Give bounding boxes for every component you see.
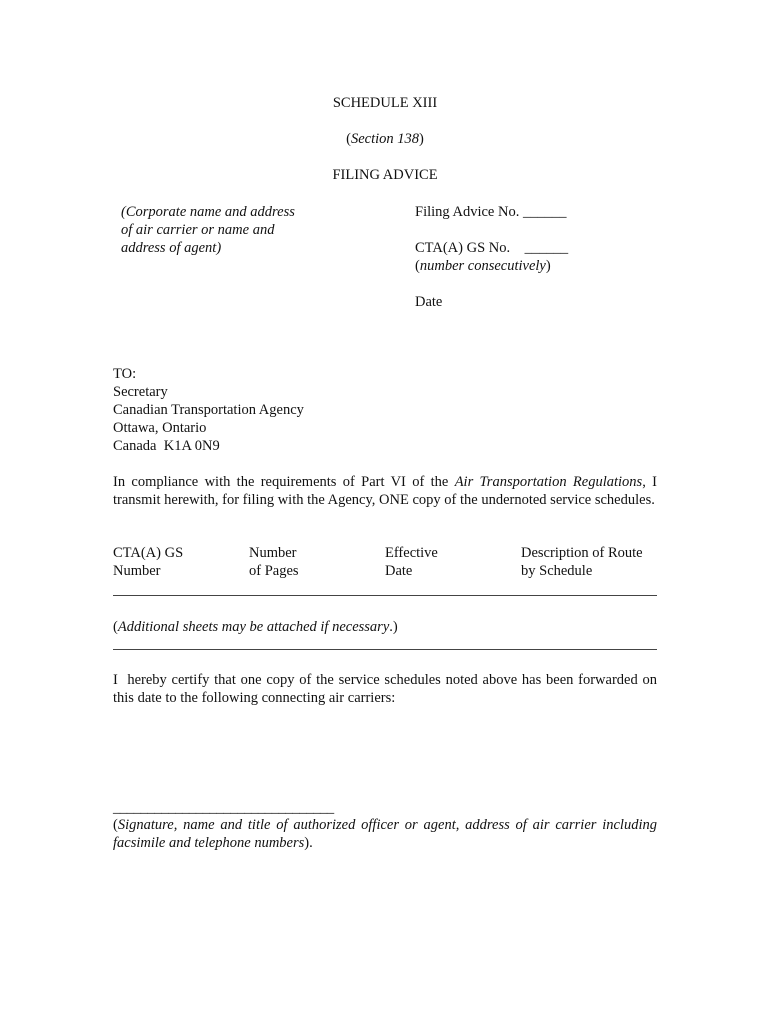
- column-header-gs-number: [113, 544, 183, 580]
- cta-gs-no: CTA(A) GS No. ______: [415, 240, 569, 256]
- number-consecutively-note: [415, 257, 551, 275]
- regulation-name: Air Transportation Regulations: [454, 474, 643, 490]
- column-header-route-description: [521, 544, 643, 580]
- schedule-title: SCHEDULE XIII: [332, 95, 438, 111]
- column-header-route-description-line-2: by Schedule: [521, 563, 593, 579]
- additional-note-open: (: [113, 619, 118, 635]
- filing-advice-no: Filing Advice No. ______: [415, 204, 567, 220]
- column-header-pages-line-2: of Pages: [249, 563, 299, 579]
- signature-caption-text: Signature, name and title of authorized officer or agent, address of air carrier including facsimile and telephone numbers: [113, 817, 657, 851]
- number-note-text: number consecutively: [419, 258, 546, 274]
- compliance-text-after: , I transmit herewith, for filing with the Agency, ONE copy of the undernoted service schedules.: [113, 474, 657, 508]
- number-note-open: (: [415, 258, 420, 274]
- additional-note-close: .): [389, 619, 398, 635]
- address-line-postal: Canada K1A 0N9: [113, 438, 220, 454]
- column-header-gs-number-line-1: CTA(A) GS: [113, 545, 184, 561]
- compliance-text-before: In compliance with the requirements of Part VI of the: [113, 474, 455, 490]
- corporate-name-line-1: (Corporate name and address: [121, 204, 295, 220]
- compliance-paragraph: [113, 473, 657, 509]
- date-label: Date: [415, 294, 443, 310]
- column-header-effective-date: [385, 544, 438, 580]
- address-line-secretary: Secretary: [113, 384, 168, 400]
- form-title: FILING ADVICE: [332, 167, 438, 183]
- additional-sheets-note: [113, 618, 398, 636]
- column-header-effective-date-line-1: Effective: [385, 545, 438, 561]
- corporate-name-line-2: of air carrier or name and: [121, 222, 275, 238]
- signature-caption: [113, 816, 657, 852]
- recipient-address: [113, 365, 304, 455]
- number-note-close: ): [545, 258, 551, 274]
- additional-note-rule: [113, 649, 657, 650]
- table-header-rule: [113, 595, 657, 596]
- column-header-pages: [249, 544, 299, 580]
- section-text: Section 138: [350, 131, 420, 147]
- signature-caption-open: (: [113, 817, 118, 833]
- section-open: (: [346, 131, 351, 147]
- signature-caption-close: ).: [304, 835, 313, 851]
- column-header-route-description-line-1: Description of Route: [521, 545, 643, 561]
- column-header-pages-line-1: Number: [249, 545, 297, 561]
- signature-line: ________________________________: [113, 800, 334, 816]
- section-reference: [0, 130, 770, 148]
- column-header-effective-date-line-2: Date: [385, 563, 413, 579]
- certification-paragraph: I hereby certify that one copy of the service schedules noted above has been forwarded on this date to the following connecting air carriers:: [113, 672, 661, 706]
- section-close: ): [419, 131, 424, 147]
- address-to: TO:: [113, 366, 137, 382]
- corporate-name-line-3: address of agent): [121, 240, 222, 256]
- address-line-agency: Canadian Transportation Agency: [113, 402, 304, 418]
- additional-note-text: Additional sheets may be attached if necessary: [117, 619, 390, 635]
- corporate-name-block: [121, 203, 295, 257]
- address-line-city: Ottawa, Ontario: [113, 420, 207, 436]
- column-header-gs-number-line-2: Number: [113, 563, 161, 579]
